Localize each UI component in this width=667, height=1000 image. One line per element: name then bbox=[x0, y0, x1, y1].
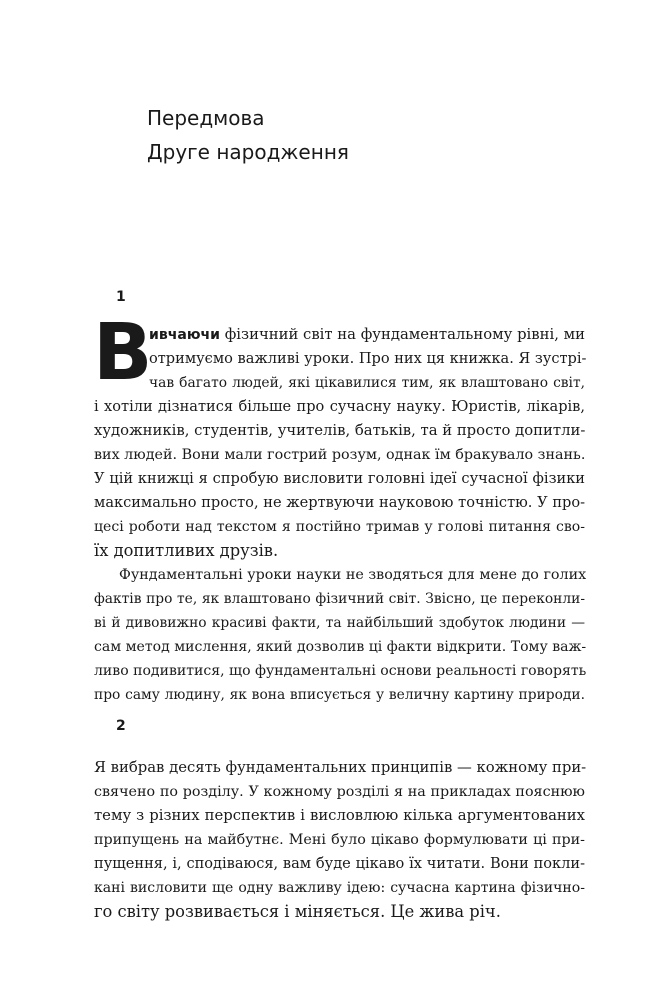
lead-word: ивчаючи bbox=[149, 327, 220, 343]
text-line: припущень на майбутнє. Мені було цікаво формулювати ці при- bbox=[94, 832, 585, 848]
text-line: максимально просто, не жертвуючи науковою точністю. У про- bbox=[94, 494, 585, 511]
text-line: їх допитливих друзів. bbox=[94, 541, 279, 560]
text-line: фактів про те, як влаштовано фізичний світ. Звісно, це переконли- bbox=[94, 591, 585, 607]
text-line: вих людей. Вони мали гострий розум, однак їм бракувало знань. bbox=[94, 447, 586, 463]
text-line: про саму людину, як вона вписується у величну картину природи. bbox=[94, 687, 585, 703]
text-line bbox=[149, 322, 585, 348]
text-line: ві й дивовижно красиві факти, та найбільший здобуток людини — bbox=[94, 615, 585, 631]
text-line: тему з різних перспектив і висловлюю кілька аргументованих bbox=[94, 807, 585, 824]
text-line: Фундаментальні уроки науки не зводяться для мене до голих bbox=[119, 567, 587, 583]
text-line: отримуємо важливі уроки. Про них ця книжка. Я зустрі- bbox=[149, 350, 587, 367]
text-line: і хотіли дізнатися більше про сучасну науку. Юристів, лікарів, bbox=[94, 398, 585, 415]
text-line: сам метод мислення, який дозволив ці факти відкрити. Тому важ- bbox=[94, 639, 587, 655]
text-line: У цій книжці я спробую висловити головні ідеї сучасної фізики bbox=[94, 470, 585, 487]
section-number: 1 bbox=[116, 289, 126, 305]
chapter-title: Передмова bbox=[147, 106, 265, 130]
text-line: ливо подивитися, що фундаментальні основи реальності говорять bbox=[94, 663, 587, 679]
text-line: пущення, і, сподіваюся, вам буде цікаво їх читати. Вони покли- bbox=[94, 855, 585, 872]
drop-cap: В bbox=[93, 308, 153, 398]
text-line: го світу розвивається і міняється. Це жива річ. bbox=[94, 902, 501, 921]
section-number: 2 bbox=[116, 718, 126, 734]
chapter-heading bbox=[147, 101, 349, 169]
text-line: цесі роботи над текстом я постійно тримав у голові питання сво- bbox=[94, 519, 585, 535]
text-line: кані висловити ще одну важливу ідею: сучасна картина фізично- bbox=[94, 880, 585, 896]
text-line: чав багато людей, які цікавилися тим, як влаштовано світ, bbox=[149, 375, 585, 391]
text-line: Я вибрав десять фундаментальних принципів — кожному при- bbox=[94, 759, 587, 776]
text-fragment: фізичний світ на фундаментальному рівні, ми bbox=[220, 326, 585, 343]
text-line: художників, студентів, учителів, батьків, та й просто допитли- bbox=[94, 422, 586, 439]
text-line: свячено по розділу. У кожному розділі я на прикладах пояснюю bbox=[94, 784, 585, 800]
chapter-subtitle: Друге народження bbox=[147, 140, 349, 164]
